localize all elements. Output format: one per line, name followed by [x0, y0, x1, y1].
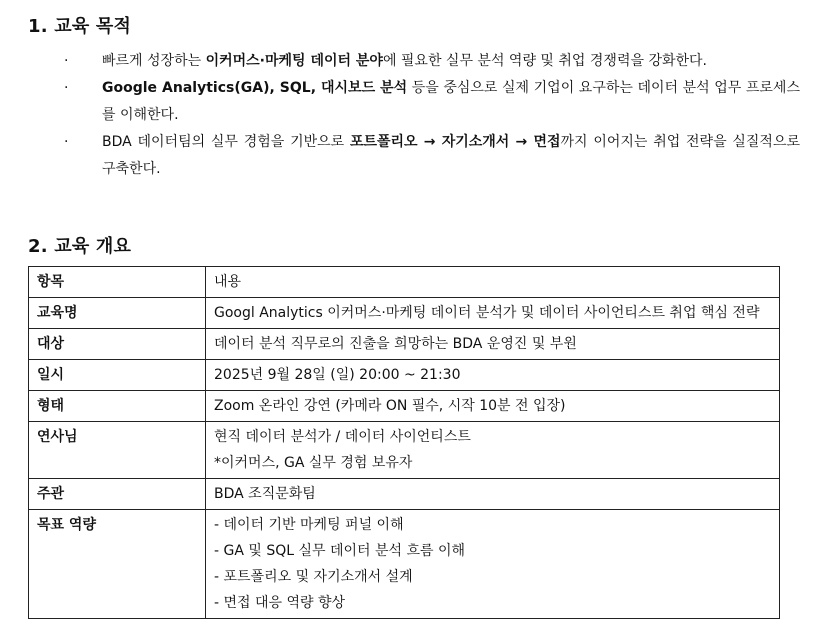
table-row-key: 목표 역량 [29, 510, 206, 619]
table-row-value [206, 422, 780, 479]
table-row-key: 주관 [29, 479, 206, 510]
table-row [29, 422, 780, 479]
table-row-key: 연사님 [29, 422, 206, 479]
table-value-line: Googl Analytics 이커머스·마케팅 데이터 분석가 및 데이터 사이언티스트 취업 핵심 전략 [214, 305, 760, 321]
bullet-dot: · [64, 80, 69, 96]
bullet-dot: · [64, 53, 69, 69]
table-row-key: 대상 [29, 329, 206, 360]
table-row-value [206, 329, 780, 360]
table-header-value: 내용 [206, 267, 780, 298]
table-row-value [206, 479, 780, 510]
purpose-bullet-1 [60, 48, 800, 75]
bullet-1-text-bold: 이커머스·마케팅 데이터 분야 [205, 53, 383, 69]
bullet-3-text-bold: 포트폴리오 → 자기소개서 → 면접 [349, 134, 561, 150]
table-header-key: 항목 [29, 267, 206, 298]
bullet-3-text-b: 까지 이어지는 취업 전략을 실질적으로 구축한다. [102, 134, 800, 177]
table-row [29, 329, 780, 360]
table-value-line: 데이터 분석 직무로의 진출을 희망하는 BDA 운영진 및 부원 [214, 336, 577, 352]
table-value-line: - 포트폴리오 및 자기소개서 설계 [214, 569, 413, 585]
bullet-2-text: 등을 중심으로 실제 기업이 요구하는 데이터 분석 업무 프로세스를 이해한다. [102, 80, 800, 123]
table-row-value [206, 360, 780, 391]
table-value-line: - 데이터 기반 마케팅 퍼널 이해 [214, 517, 404, 533]
table-row [29, 360, 780, 391]
table-value-line: - 면접 대응 역량 향상 [214, 595, 346, 611]
overview-table [28, 266, 780, 619]
purpose-bullet-list [60, 48, 800, 183]
table-value-line: 2025년 9월 28일 (일) 20:00 ~ 21:30 [214, 367, 461, 383]
table-row-key: 일시 [29, 360, 206, 391]
purpose-bullet-3 [60, 129, 800, 183]
table-header-row [29, 267, 780, 298]
table-value-line: 현직 데이터 분석가 / 데이터 사이언티스트 [214, 429, 471, 445]
table-value-line: Zoom 온라인 강연 (카메라 ON 필수, 시작 10분 전 입장) [214, 398, 566, 414]
table-row-value [206, 510, 780, 619]
bullet-dot: · [64, 134, 69, 150]
section-title-education-purpose: 1. 교육 목적 [28, 16, 132, 37]
bullet-2-text-bold: Google Analytics(GA), SQL, 대시보드 분석 [102, 80, 408, 96]
table-row-value [206, 298, 780, 329]
overview-table-body [29, 267, 780, 619]
table-row [29, 391, 780, 422]
table-value-line: - GA 및 SQL 실무 데이터 분석 흐름 이해 [214, 543, 466, 559]
bullet-3-text-a: BDA 데이터팀의 실무 경험을 기반으로 [102, 134, 350, 150]
table-row [29, 479, 780, 510]
table-row [29, 298, 780, 329]
bullet-1-text-a: 빠르게 성장하는 [102, 53, 206, 69]
table-row-key: 형태 [29, 391, 206, 422]
bullet-1-text-b: 에 필요한 실무 분석 역량 및 취업 경쟁력을 강화한다. [382, 53, 707, 69]
table-row-key: 교육명 [29, 298, 206, 329]
table-row [29, 510, 780, 619]
table-value-line: BDA 조직문화팀 [214, 486, 316, 502]
table-value-line: *이커머스, GA 실무 경험 보유자 [214, 455, 413, 471]
section-title-education-overview: 2. 교육 개요 [28, 236, 132, 257]
table-row-value [206, 391, 780, 422]
purpose-bullet-2 [60, 75, 800, 129]
